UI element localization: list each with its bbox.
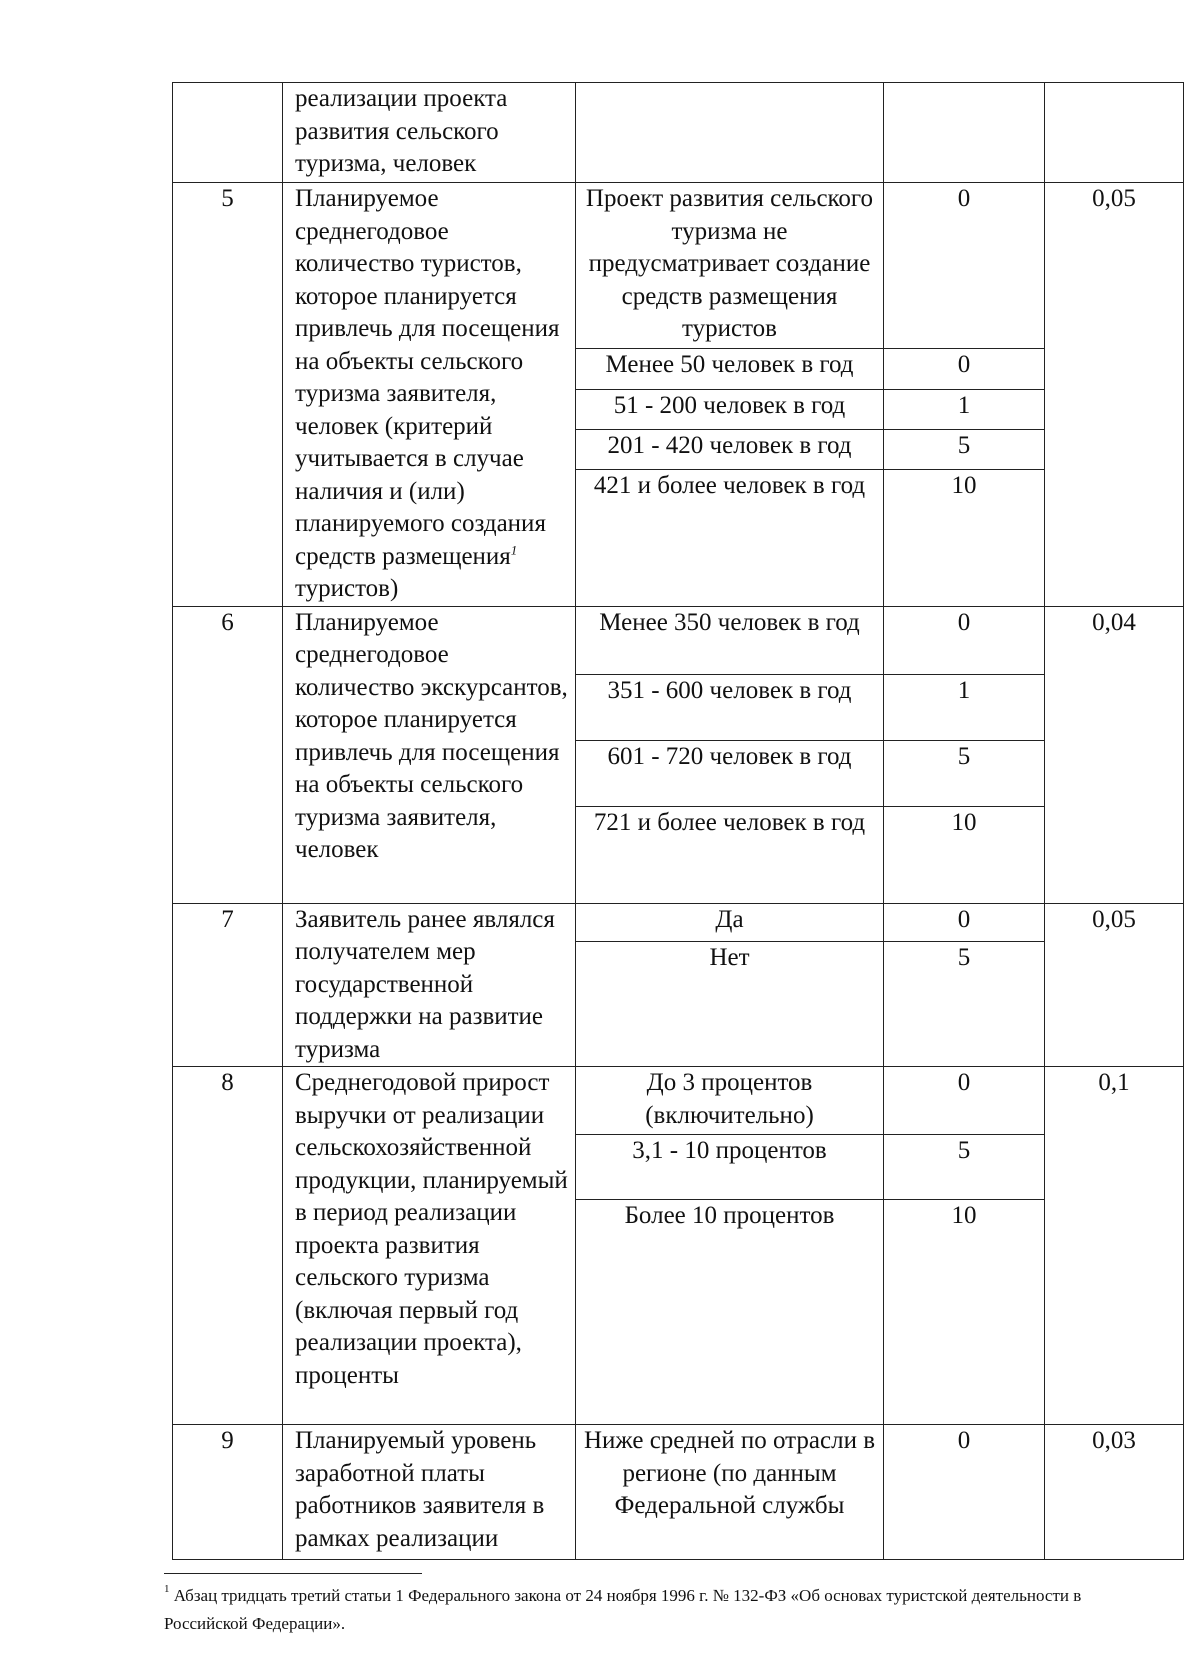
- points-cell: 1: [884, 674, 1045, 740]
- weight-cell: 0,04: [1045, 606, 1184, 903]
- criterion-cell: Заявитель ранее являлся получателем мер государственной поддержки на развитие туризма: [283, 903, 576, 1067]
- row-number-cell: 8: [173, 1067, 283, 1425]
- points-cell: 5: [884, 740, 1045, 806]
- value-cell: Более 10 процентов: [576, 1200, 884, 1425]
- value-cell: Нет: [576, 942, 884, 1067]
- points-cell: 0: [884, 1425, 1045, 1560]
- points-cell: 10: [884, 1200, 1045, 1425]
- value-cell: Проект развития сельского туризма не предусматривает создание средств размещения туристов: [576, 183, 884, 349]
- footnote-text: Абзац тридцать третий статьи 1 Федерального закона от 24 ноября 1996 г. № 132-ФЗ «Об основах туристской деятельности в Российской Федерации».: [164, 1586, 1082, 1633]
- footnote-divider: [164, 1573, 422, 1574]
- points-cell: 5: [884, 942, 1045, 1067]
- table-row: [173, 606, 1184, 674]
- table-row: [173, 903, 1184, 942]
- value-cell: Ниже средней по отрасли в регионе (по данным Федеральной службы: [576, 1425, 884, 1560]
- criterion-cell: Планируемое среднегодовое количество экскурсантов, которое планируется привлечь для посещения на объекты сельского туризма заявителя, человек: [283, 606, 576, 903]
- criterion-cell: Планируемый уровень заработной платы работников заявителя в рамках реализации: [283, 1425, 576, 1560]
- points-cell: 0: [884, 1067, 1045, 1135]
- weight-cell: 0,1: [1045, 1067, 1184, 1425]
- weight-cell: 0,05: [1045, 183, 1184, 607]
- table-row: [173, 1425, 1184, 1560]
- points-cell: 5: [884, 1135, 1045, 1200]
- row-number-cell: [173, 83, 283, 183]
- row-number-cell: 5: [173, 183, 283, 607]
- table-row: [173, 1067, 1184, 1135]
- points-cell: 0: [884, 903, 1045, 942]
- footnote-marker: 1: [164, 1583, 170, 1596]
- criterion-cell: Среднегодовой прирост выручки от реализации сельскохозяйственной продукции, планируемый в период реализации проекта развития сельского туризма (включая первый год реализации проекта), проценты: [283, 1067, 576, 1425]
- value-cell: Менее 350 человек в год: [576, 606, 884, 674]
- row-number-cell: 7: [173, 903, 283, 1067]
- value-cell: 201 - 420 человек в год: [576, 430, 884, 470]
- points-cell: 1: [884, 389, 1045, 429]
- points-cell: 10: [884, 470, 1045, 606]
- weight-cell: 0,05: [1045, 903, 1184, 1067]
- value-cell: 351 - 600 человек в год: [576, 674, 884, 740]
- value-cell: Менее 50 человек в год: [576, 349, 884, 389]
- points-cell: 0: [884, 606, 1045, 674]
- value-cell: [576, 83, 884, 183]
- criterion-cell: Планируемое среднегодовое количество туристов, которое планируется привлечь для посещения на объекты сельского туризма заявителя, человек (критерий учитывается в случае наличия и (или) планируемого создания средств размещения$^1$ туристов): [283, 183, 576, 607]
- weight-cell: [1045, 83, 1184, 183]
- value-cell: 51 - 200 человек в год: [576, 389, 884, 429]
- criteria-table: [172, 82, 1184, 1560]
- value-cell: 721 и более человек в год: [576, 806, 884, 903]
- points-cell: 0: [884, 183, 1045, 349]
- value-cell: 3,1 - 10 процентов: [576, 1135, 884, 1200]
- value-cell: 601 - 720 человек в год: [576, 740, 884, 806]
- points-cell: 10: [884, 806, 1045, 903]
- points-cell: 0: [884, 349, 1045, 389]
- row-number-cell: 6: [173, 606, 283, 903]
- table-row: [173, 83, 1184, 183]
- criterion-cell: реализации проекта развития сельского туризма, человек: [283, 83, 576, 183]
- footnote: [164, 1582, 1124, 1638]
- weight-cell: 0,03: [1045, 1425, 1184, 1560]
- value-cell: 421 и более человек в год: [576, 470, 884, 606]
- row-number-cell: 9: [173, 1425, 283, 1560]
- table-row: [173, 183, 1184, 349]
- value-cell: До 3 процентов (включительно): [576, 1067, 884, 1135]
- points-cell: 5: [884, 430, 1045, 470]
- points-cell: [884, 83, 1045, 183]
- value-cell: Да: [576, 903, 884, 942]
